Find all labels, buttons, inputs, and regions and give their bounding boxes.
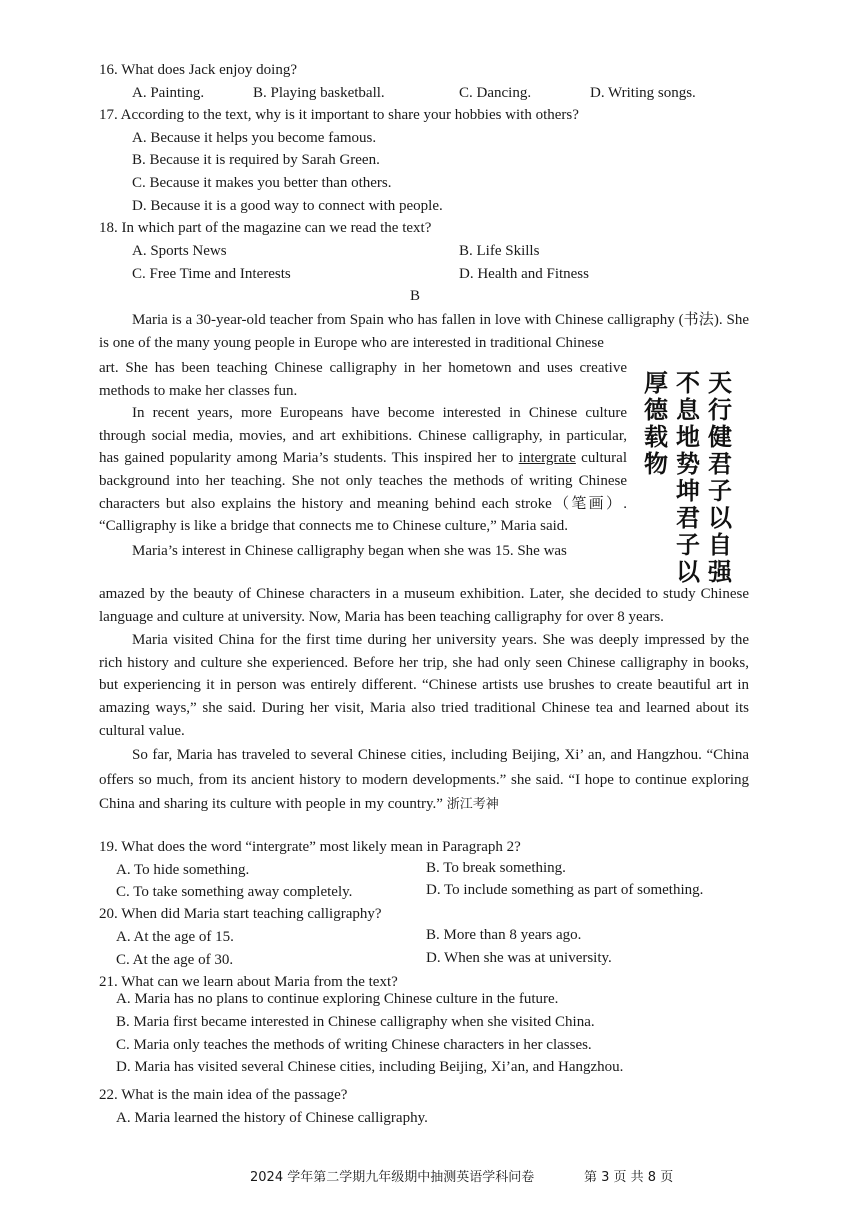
calligraphy-column-left: 厚德载物 [644, 368, 668, 478]
q20-option-b: B. More than 8 years ago. [426, 927, 582, 943]
paragraph-2-text [99, 402, 627, 538]
paragraph-4-text: Maria visited China for the first time during her university years. She was deeply impressed by the rich history and culture she experienced. Before her trip, she had only seen Chinese calligraphy in books, but experiencing it in person was entirely different. “Chinese artists use brushes to create beautiful art in amazing ways,” she said. During her visit, Maria also tried traditional Chinese tea and learned about its cultural value. [99, 632, 749, 739]
q21-option-a: A. Maria has no plans to continue exploring Chinese culture in the future. [116, 991, 559, 1007]
question-19-stem: 19. What does the word “intergrate” most likely mean in Paragraph 2? [99, 839, 521, 855]
q17-option-b: B. Because it is required by Sarah Green. [132, 152, 380, 168]
paragraph-5-container [99, 743, 749, 818]
paragraph-5-text: So far, Maria has traveled to several Chinese cities, including Beijing, Xi’ an, and Hangzhou. “China offers so much, from its ancient history to modern developments.” she said. “I hope to continue exploring China and sharing its culture with people in my country.” [99, 747, 749, 813]
question-22-stem: 22. What is the main idea of the passage? [99, 1087, 348, 1103]
q20-option-a: A. At the age of 15. [116, 929, 234, 945]
q16-option-b: B. Playing basketball. [253, 85, 385, 101]
paragraph-2b-text: cultural background into her teaching. She not only teaches the methods of writing Chinese characters but also explains the history and meaning behind each stroke（笔画）. “Calligraphy is like a bridge that connects me to Chinese culture,” Maria said. [99, 450, 627, 535]
underlined-word-intergrate: intergrate [518, 450, 576, 467]
q16-option-c: C. Dancing. [459, 85, 532, 101]
paragraph-3b-text: amazed by the beauty of Chinese characters in a museum exhibition. Later, she decided to study Chinese language and culture at university. Now, Maria has been teaching calligraphy for over 8 years. [99, 586, 749, 625]
passage-full-width [99, 583, 749, 818]
passage-paragraph-1a [99, 309, 749, 354]
q19-option-b: B. To break something. [426, 860, 566, 876]
q19-option-c: C. To take something away completely. [116, 884, 353, 900]
question-17-stem: 17. According to the text, why is it important to share your hobbies with others? [99, 107, 579, 123]
footer-page-number: 第 3 页 共 8 页 [584, 1170, 674, 1185]
paragraph-1a-text: Maria is a 30-year-old teacher from Spain who has fallen in love with Chinese calligraphy (书法). She is one of the many young people in Europe who are interested in traditional Chinese [99, 312, 749, 351]
q18-option-a: A. Sports News [132, 243, 227, 259]
question-16-stem: 16. What does Jack enjoy doing? [99, 62, 298, 78]
q18-option-b: B. Life Skills [459, 243, 540, 259]
calligraphy-column-middle: 不息地势坤君子以 [676, 368, 700, 586]
q21-option-b: B. Maria first became interested in Chinese calligraphy when she visited China. [116, 1014, 595, 1030]
source-tag: 浙江考神 [446, 797, 499, 813]
paragraph-1b-text: art. She has been teaching Chinese calligraphy in her hometown and uses creative methods to make her classes fun. [99, 360, 627, 399]
q17-option-c: C. Because it makes you better than others. [132, 175, 392, 191]
paragraph-3a-text: Maria’s interest in Chinese calligraphy began when she was 15. She was [132, 542, 567, 559]
section-heading-b: B [409, 288, 420, 304]
q22-option-a: A. Maria learned the history of Chinese calligraphy. [116, 1110, 428, 1126]
q17-option-d: D. Because it is a good way to connect with people. [132, 198, 443, 214]
q19-option-d: D. To include something as part of something. [426, 882, 704, 898]
q20-option-d: D. When she was at university. [426, 950, 612, 966]
calligraphy-column-right: 天行健君子以自强 [708, 368, 732, 586]
question-20-stem: 20. When did Maria start teaching calligraphy? [99, 906, 382, 922]
question-21-stem: 21. What can we learn about Maria from the text? [99, 974, 398, 990]
q18-option-c: C. Free Time and Interests [132, 266, 291, 282]
footer-exam-title: 2024 学年第二学期九年级期中抽测英语学科问卷 [250, 1170, 535, 1185]
q16-option-d: D. Writing songs. [590, 85, 696, 101]
q20-option-c: C. At the age of 30. [116, 952, 234, 968]
q17-option-a: A. Because it helps you become famous. [132, 130, 377, 146]
q16-option-a: A. Painting. [132, 85, 205, 101]
paragraph-2a-text: In recent years, more Europeans have become interested in Chinese culture through social media, movies, and art exhibitions. Chinese calligraphy, in particular, has gained popularity among Maria’s students. This inspired her to [99, 405, 627, 467]
q18-option-d: D. Health and Fitness [459, 266, 589, 282]
calligraphy-artwork [640, 368, 738, 586]
q21-option-c: C. Maria only teaches the methods of writing Chinese characters in her classes. [116, 1037, 592, 1053]
passage-narrow-column [99, 357, 627, 562]
q21-option-d: D. Maria has visited several Chinese cities, including Beijing, Xi’an, and Hangzhou. [116, 1059, 624, 1075]
question-18-stem: 18. In which part of the magazine can we read the text? [99, 220, 432, 236]
q19-option-a: A. To hide something. [116, 862, 250, 878]
